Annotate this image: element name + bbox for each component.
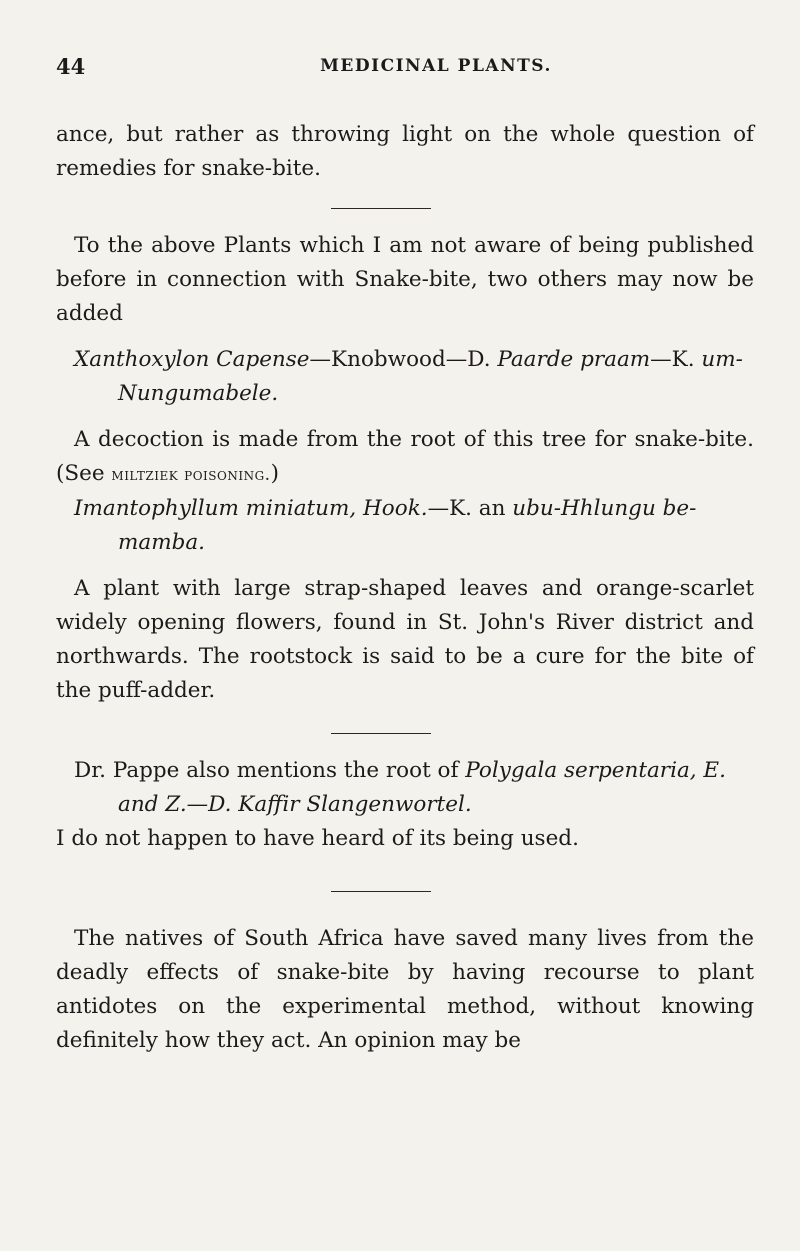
plant-entry-xanthoxylon: Xanthoxylon Capense—Knobwood—D. Paarde praam—K. um-Nungumabele.	[74, 347, 743, 406]
running-head: MEDICINAL PLANTS.	[320, 56, 552, 76]
cross-reference: miltziek poisoning.	[111, 465, 271, 485]
plant-name: Imantophyllum miniatum, Hook.	[74, 496, 428, 521]
paragraph-8: I do not happen to have heard of its being used.	[56, 826, 579, 851]
paragraph-7: Dr. Pappe also mentions the root of Polygala serpentaria, E. and Z.—D. Kaffir Slangenwortel.	[74, 758, 726, 817]
paragraph-2: To the above Plants which I am not aware of being published before in connection with Snake-bite, two others may now be added	[56, 233, 754, 326]
paragraph-6: A plant with large strap-shaped leaves and orange-scarlet widely opening flowers, found in St. John's River district and northwards. The rootstock is said to be a cure for the bite of the puff-adder.	[56, 576, 754, 703]
paragraph-1: ance, but rather as throwing light on the whole question of remedies for snake-bite.	[56, 122, 754, 181]
paragraph-4: A decoction is made from the root of this tree for snake-bite. (See miltziek poisoning.)	[56, 427, 754, 486]
page-header	[56, 54, 756, 84]
plant-entry-imantophyllum: Imantophyllum miniatum, Hook.—K. an ubu-Hhlungu be-mamba.	[74, 496, 697, 555]
section-divider	[331, 208, 431, 209]
plant-name: Xanthoxylon Capense	[74, 347, 310, 372]
section-divider	[331, 891, 431, 892]
paragraph-9: The natives of South Africa have saved many lives from the deadly effects of snake-bite by having recourse to plant antidotes on the experimental method, without knowing definitely how they act. An opinion may be	[56, 926, 754, 1053]
section-divider	[331, 733, 431, 734]
page-number: 44	[56, 54, 86, 79]
page-body	[56, 118, 754, 1058]
